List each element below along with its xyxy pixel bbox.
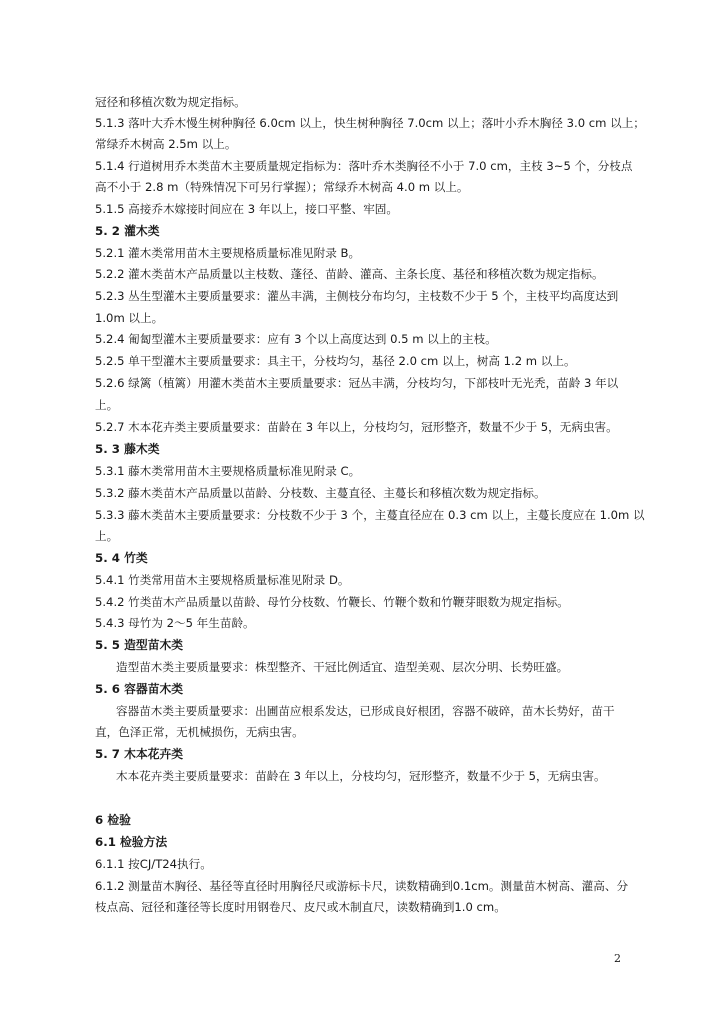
- section-heading: 6.1 检验方法: [95, 835, 168, 849]
- section-heading: 5. 4 竹类: [95, 551, 148, 565]
- text-line: 5.3.2 藤木类苗木产品质量以苗龄、分枝数、主蔓直径、主蔓长和移植次数为规定指标。: [95, 486, 546, 500]
- text-line: 5.3.3 藤木类苗木主要质量要求：分枝数不少于 3 个，主蔓直径应在 0.3 cm 以上，主蔓长度应在 1.0m 以: [95, 508, 645, 522]
- section-heading: 5. 5 造型苗木类: [95, 638, 184, 652]
- text-line: 5.4.2 竹类苗木产品质量以苗龄、母竹分枝数、竹鞭长、竹鞭个数和竹鞭芽眼数为规定指标。: [95, 595, 569, 609]
- text-line: 上。: [95, 529, 119, 543]
- text-line: 高不小于 2.8 m（特殊情况下可另行掌握）；常绿乔木树高 4.0 m 以上。: [95, 180, 469, 194]
- text-line: 1.0m 以上。: [95, 311, 164, 325]
- text-line: 6.1.1 按CJ/T24执行。: [95, 857, 212, 871]
- section-heading: 5. 2 灌木类: [95, 224, 160, 238]
- text-line: 5.3.1 藤木类常用苗木主要规格质量标准见附录 C。: [95, 464, 361, 478]
- text-line: 5.4.3 母竹为 2～5 年生苗龄。: [95, 616, 255, 630]
- section-heading: 5. 7 木本花卉类: [95, 747, 184, 761]
- text-line: 上。: [95, 398, 119, 412]
- text-line: 枝点高、冠径和蓬径等长度时用钢卷尺、皮尺或木制直尺，读数精确到1.0 cm。: [95, 900, 506, 914]
- page-number: 2: [614, 952, 621, 965]
- text-line: 5.2.2 灌木类苗木产品质量以主枝数、蓬径、苗龄、灌高、主条长度、基径和移植次数为规定指标。: [95, 267, 604, 281]
- text-line: 5.2.7 木本花卉类主要质量要求：苗龄在 3 年以上，分枝均匀，冠形整齐，数量不少于 5，无病虫害。: [95, 420, 618, 434]
- text-line: 5.2.5 单干型灌木主要质量要求：具主干，分枝均匀，基径 2.0 cm 以上，树高 1.2 m 以上。: [95, 354, 576, 368]
- text-line: 5.4.1 竹类常用苗木主要规格质量标准见附录 D。: [95, 573, 350, 587]
- text-line: 5.2.4 匍匐型灌木主要质量要求：应有 3 个以上高度达到 0.5 m 以上的主枝。: [95, 332, 497, 346]
- text-line: 5.2.1 灌木类常用苗木主要规格质量标准见附录 B。: [95, 246, 361, 260]
- text-line: 容器苗木类主要质量要求：出圃苗应根系发达，已形成良好根团，容器不破碎，苗木长势好，苗干: [116, 704, 615, 718]
- text-line: 木本花卉类主要质量要求：苗龄在 3 年以上，分枝均匀，冠形整齐，数量不少于 5，无病虫害。: [116, 769, 606, 783]
- text-line: 冠径和移植次数为规定指标。: [95, 95, 246, 109]
- section-heading: 5. 6 容器苗木类: [95, 682, 184, 696]
- chapter-heading: 6 检验: [95, 813, 131, 827]
- text-line: 常绿乔木树高 2.5m 以上。: [95, 137, 237, 151]
- text-line: 5.1.5 高接乔木嫁接时间应在 3 年以上，接口平整、牢固。: [95, 202, 398, 216]
- text-line: 5.1.3 落叶大乔木慢生树种胸径 6.0cm 以上，快生树种胸径 7.0cm 以上；落叶小乔木胸径 3.0 cm 以上；: [95, 116, 645, 130]
- text-line: 5.2.3 丛生型灌木主要质量要求：灌丛丰满，主侧枝分布均匀，主枝数不少于 5 个，主枝平均高度达到: [95, 289, 619, 303]
- section-heading: 5. 3 藤木类: [95, 442, 160, 456]
- text-line: 5.1.4 行道树用乔木类苗木主要质量规定指标为：落叶乔木类胸径不小于 7.0 cm，主枝 3~5 个，分枝点: [95, 159, 633, 173]
- text-line: 5.2.6 绿篱（植篱）用灌木类苗木主要质量要求：冠丛丰满，分枝均匀，下部枝叶无光秃，苗龄 3 年以: [95, 376, 619, 390]
- text-line: 直，色泽正常，无机械损伤，无病虫害。: [95, 725, 304, 739]
- text-line: 造型苗木类主要质量要求：株型整齐、干冠比例适宜、造型美观、层次分明、长势旺盛。: [116, 660, 569, 674]
- text-line: 6.1.2 测量苗木胸径、基径等直径时用胸径尺或游标卡尺，读数精确到0.1cm。测量苗木树高、灌高、分: [95, 879, 629, 893]
